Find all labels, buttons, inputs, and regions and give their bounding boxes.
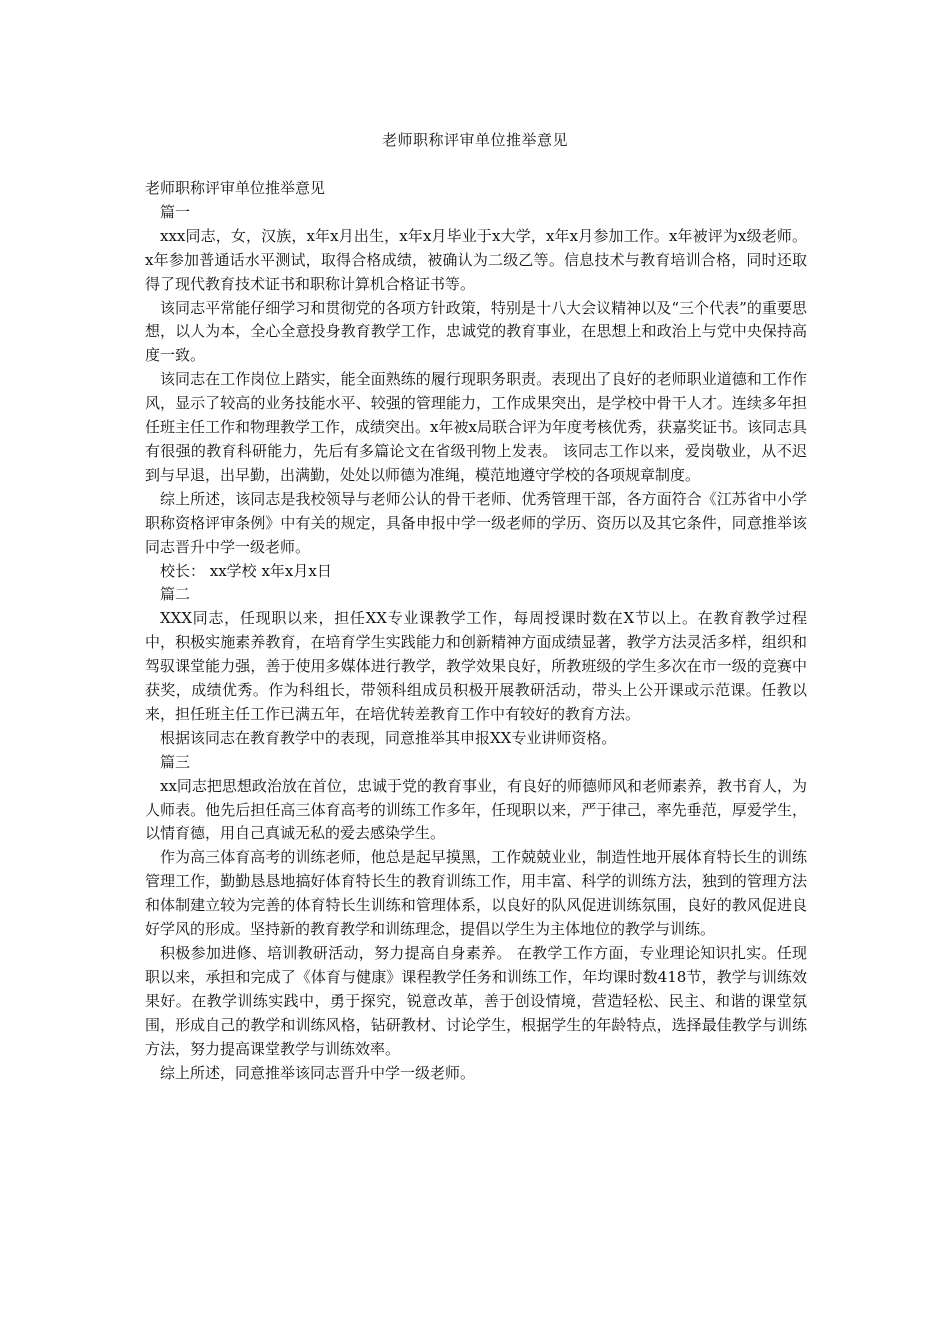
section3-paragraph-3: 积极参加进修、培训教研活动，努力提高自身素养。 在教学工作方面，专业理论知识扎实。任现职以来，承担和完成了《体育与健康》课程教学任务和训练工作，年均课时数418节，教学与训练效果好。在教学训练实践中，勇于探究，锐意改革，善于创设情境，营造轻松、民主、和谐的课堂氛围，形成自己的教学和训练风格，钻研教材、讨论学生，根据学生的年龄特点，选择最佳教学与训练方法，努力提高课堂教学与训练效率。	[145, 944, 807, 1058]
section-heading-3: 篇三	[160, 752, 191, 771]
section2-paragraph-2: 根据该同志在教育教学中的表现，同意推举其申报XX专业讲师资格。	[160, 728, 617, 747]
section1-paragraph-3: 该同志在工作岗位上踏实，能全面熟练的履行现职务职责。表现出了良好的老师职业道德和工作作风，显示了较高的业务技能水平、较强的管理能力，工作成果突出，是学校中骨干人才。连续多年担任班主任工作和物理教学工作，成绩突出。x年被x局联合评为年度考核优秀，获嘉奖证书。该同志具有很强的教育科研能力，先后有多篇论文在省级刊物上发表。 该同志工作以来，爱岗敬业，从不迟到与早退，出早勤，出满勤，处处以师德为准绳，模范地遵守学校的各项规章制度。	[145, 370, 807, 484]
section2-paragraph-1: XXX同志，任现职以来，担任XX专业课教学工作，每周授课时数在X节以上。在教育教学过程中，积极实施素养教育，在培育学生实践能力和创新精神方面成绩显著，教学方法灵活多样，组织和驾驭课堂能力强，善于使用多媒体进行教学，教学效果良好，所教班级的学生多次在市一级的竞赛中获奖，成绩优秀。作为科组长，带领科组成员积极开展教研活动，带头上公开课或示范课。任教以来，担任班主任工作已满五年，在培优转差教育工作中有较好的教育方法。	[145, 609, 807, 723]
document-body	[145, 177, 807, 1085]
section1-signature: 校长： xx学校 x年x月x日	[160, 561, 332, 580]
section-heading-1: 篇一	[160, 202, 191, 221]
section1-paragraph-2: 该同志平常能仔细学习和贯彻党的各项方针政策，特别是十八大会议精神以及“三个代表”的重要思想，以人为本，全心全意投身教育教学工作，忠诚党的教育事业，在思想上和政治上与党中央保持高度一致。	[145, 298, 807, 365]
section1-paragraph-1: xxx同志，女，汉族，x年x月出生，x年x月毕业于x大学，x年x月参加工作。x年被评为x级老师。x年参加普通话水平测试，取得合格成绩，被确认为二级乙等。信息技术与教育培训合格，同时还取得了现代教育技术证书和职称计算机合格证书等。	[145, 226, 807, 293]
section3-paragraph-4: 综上所述，同意推举该同志晋升中学一级老师。	[160, 1063, 476, 1082]
section-heading-2: 篇二	[160, 585, 191, 604]
section3-paragraph-2: 作为高三体育高考的训练老师，他总是起早摸黑，工作兢兢业业，制造性地开展体育特长生的训练管理工作，勤勤恳恳地搞好体育特长生的教育训练工作，用丰富、科学的训练方法，独到的管理方法和体制建立较为完善的体育特长生训练和管理体系，以良好的队风促进训练氛围，良好的教风促进良好学风的形成。坚持新的教育教学和训练理念，提倡以学生为主体地位的教学与训练。	[145, 848, 807, 939]
section3-paragraph-1: xx同志把思想政治放在首位，忠诚于党的教育事业，有良好的师德师风和老师素养，教书育人，为人师表。他先后担任高三体育高考的训练工作多年，任现职以来，严于律己，率先垂范，厚爱学生，以情育德，用自己真诚无私的爱去感染学生。	[145, 776, 807, 843]
document-title: 老师职称评审单位推举意见	[381, 131, 568, 149]
document-subtitle: 老师职称评审单位推举意见	[145, 179, 326, 197]
section1-paragraph-4: 综上所述，该同志是我校领导与老师公认的骨干老师、优秀管理干部，各方面符合《江苏省中小学职称资格评审条例》中有关的规定，具备申报中学一级老师的学历、资历以及其它条件，同意推举该同志晋升中学一级老师。	[145, 489, 807, 556]
